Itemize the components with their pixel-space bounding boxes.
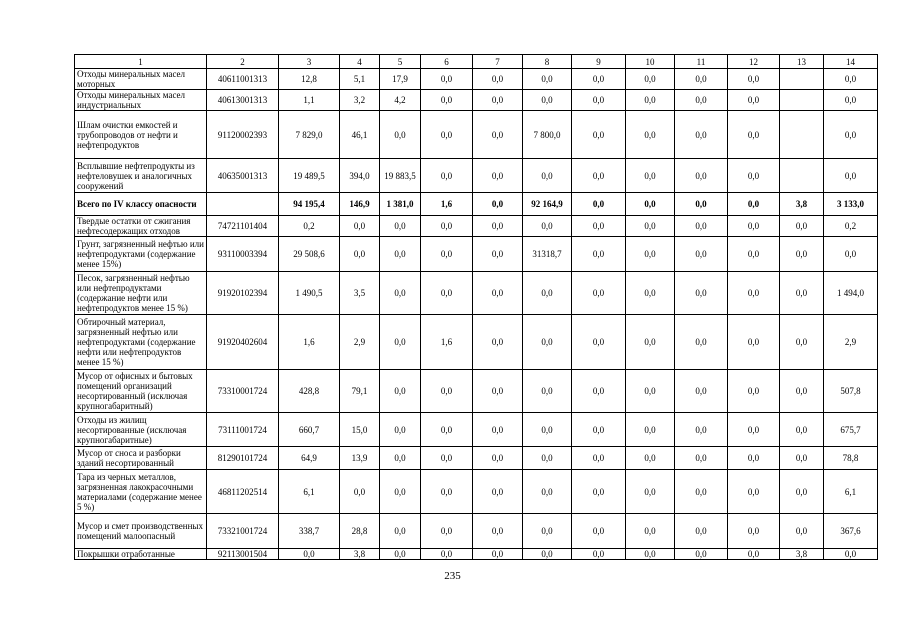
value-cell: 1 490,5 [279, 272, 340, 315]
value-cell: 0,0 [824, 549, 878, 560]
value-cell: 46,1 [340, 111, 380, 159]
value-cell: 3,5 [340, 272, 380, 315]
value-cell: 0,0 [728, 111, 780, 159]
value-cell: 1,6 [421, 193, 473, 216]
waste-code-cell: 92113001504 [207, 549, 279, 560]
value-cell: 0,0 [421, 216, 473, 237]
waste-name-cell: Всплывшие нефтепродукты из нефтеловушек и аналогичных сооружений [75, 159, 207, 193]
table-row [75, 447, 878, 470]
value-cell: 0,0 [523, 549, 572, 560]
waste-code-cell: 73310001724 [207, 370, 279, 413]
value-cell: 0,0 [523, 216, 572, 237]
value-cell: 0,0 [572, 69, 626, 90]
value-cell: 0,0 [523, 370, 572, 413]
value-cell: 64,9 [279, 447, 340, 470]
waste-name-cell: Шлам очистки емкостей и трубопроводов от нефти и нефтепродуктов [75, 111, 207, 159]
value-cell: 0,0 [572, 549, 626, 560]
value-cell: 0,0 [780, 315, 824, 370]
value-cell: 12,8 [279, 69, 340, 90]
value-cell: 660,7 [279, 413, 340, 447]
table-row [75, 159, 878, 193]
value-cell: 15,0 [340, 413, 380, 447]
value-cell: 0,0 [728, 216, 780, 237]
value-cell: 6,1 [824, 470, 878, 514]
value-cell: 0,0 [675, 413, 728, 447]
value-cell: 0,0 [626, 111, 675, 159]
waste-code-cell: 91920102394 [207, 272, 279, 315]
value-cell: 0,0 [473, 111, 523, 159]
waste-name-cell: Твердые остатки от сжигания нефтесодержащих отходов [75, 216, 207, 237]
total-row [75, 193, 878, 216]
value-cell: 7 829,0 [279, 111, 340, 159]
value-cell: 0,0 [421, 549, 473, 560]
value-cell: 0,0 [675, 90, 728, 111]
value-cell: 0,0 [780, 370, 824, 413]
value-cell: 0,0 [675, 315, 728, 370]
column-header: 1 [75, 55, 207, 69]
value-cell: 0,0 [421, 237, 473, 272]
column-header: 5 [380, 55, 421, 69]
value-cell [780, 159, 824, 193]
value-cell: 0,0 [626, 514, 675, 549]
value-cell: 0,0 [380, 272, 421, 315]
value-cell: 0,0 [728, 237, 780, 272]
waste-name-cell: Отходы минеральных масел моторных [75, 69, 207, 90]
value-cell: 675,7 [824, 413, 878, 447]
value-cell: 0,0 [626, 470, 675, 514]
value-cell: 0,0 [728, 413, 780, 447]
value-cell: 0,0 [380, 514, 421, 549]
value-cell: 3,8 [780, 193, 824, 216]
waste-code-cell: 73111001724 [207, 413, 279, 447]
value-cell: 0,0 [728, 159, 780, 193]
value-cell: 0,0 [473, 315, 523, 370]
value-cell: 0,0 [473, 447, 523, 470]
value-cell: 0,0 [728, 90, 780, 111]
value-cell: 0,0 [728, 315, 780, 370]
table-header-row [75, 55, 878, 69]
value-cell: 0,0 [340, 470, 380, 514]
value-cell: 0,0 [626, 549, 675, 560]
value-cell: 0,0 [380, 470, 421, 514]
waste-name-cell: Покрышки отработанные [75, 549, 207, 560]
column-header: 14 [824, 55, 878, 69]
column-header: 9 [572, 55, 626, 69]
waste-code-cell: 81290101724 [207, 447, 279, 470]
value-cell: 0,0 [728, 514, 780, 549]
value-cell: 0,0 [675, 193, 728, 216]
value-cell: 0,0 [473, 272, 523, 315]
table-row [75, 111, 878, 159]
value-cell: 0,0 [473, 237, 523, 272]
value-cell: 0,0 [572, 193, 626, 216]
value-cell: 13,9 [340, 447, 380, 470]
value-cell: 0,0 [380, 216, 421, 237]
value-cell: 0,0 [421, 514, 473, 549]
value-cell: 1,6 [279, 315, 340, 370]
value-cell: 0,0 [523, 413, 572, 447]
column-header: 2 [207, 55, 279, 69]
waste-code-cell: 73321001724 [207, 514, 279, 549]
waste-name-cell: Песок, загрязненный нефтью или нефтепродуктами (содержание нефти или нефтепродуктов менее 15 %) [75, 272, 207, 315]
page-number: 235 [444, 570, 461, 582]
value-cell: 3 133,0 [824, 193, 878, 216]
waste-name-cell: Грунт, загрязненный нефтью или нефтепродуктами (содержание менее 15%) [75, 237, 207, 272]
table-row [75, 413, 878, 447]
value-cell: 0,0 [473, 159, 523, 193]
value-cell: 146,9 [340, 193, 380, 216]
value-cell: 29 508,6 [279, 237, 340, 272]
value-cell: 6,1 [279, 470, 340, 514]
waste-name-cell: Мусор от сноса и разборки зданий несортированный [75, 447, 207, 470]
value-cell: 507,8 [824, 370, 878, 413]
value-cell: 0,0 [473, 413, 523, 447]
waste-name-cell: Отходы из жилищ несортированные (исключая крупногабаритные) [75, 413, 207, 447]
value-cell: 0,0 [824, 90, 878, 111]
value-cell: 0,0 [675, 549, 728, 560]
waste-code-cell: 46811202514 [207, 470, 279, 514]
value-cell: 0,0 [421, 370, 473, 413]
value-cell: 31318,7 [523, 237, 572, 272]
value-cell: 0,0 [572, 370, 626, 413]
value-cell: 0,0 [824, 159, 878, 193]
value-cell: 0,0 [572, 90, 626, 111]
column-header: 12 [728, 55, 780, 69]
value-cell: 0,0 [523, 470, 572, 514]
value-cell: 0,0 [780, 447, 824, 470]
value-cell: 0,0 [675, 514, 728, 549]
waste-code-cell: 40635001313 [207, 159, 279, 193]
value-cell: 0,0 [421, 90, 473, 111]
value-cell: 0,0 [675, 470, 728, 514]
value-cell: 0,0 [572, 514, 626, 549]
table-row [75, 69, 878, 90]
waste-code-cell: 74721101404 [207, 216, 279, 237]
value-cell: 0,0 [572, 413, 626, 447]
column-header: 6 [421, 55, 473, 69]
table-row [75, 470, 878, 514]
value-cell: 0,0 [523, 447, 572, 470]
value-cell: 0,0 [728, 549, 780, 560]
value-cell: 0,0 [675, 216, 728, 237]
value-cell: 0,0 [824, 237, 878, 272]
value-cell: 19 883,5 [380, 159, 421, 193]
table-row [75, 90, 878, 111]
table-row [75, 272, 878, 315]
waste-code-cell: 40611001313 [207, 69, 279, 90]
value-cell: 428,8 [279, 370, 340, 413]
value-cell: 28,8 [340, 514, 380, 549]
value-cell: 3,8 [340, 549, 380, 560]
value-cell: 0,0 [675, 447, 728, 470]
value-cell: 0,0 [421, 447, 473, 470]
value-cell: 0,0 [572, 272, 626, 315]
waste-name-cell: Тара из черных металлов, загрязненная лакокрасочными материалами (содержание менее 5 %) [75, 470, 207, 514]
value-cell: 0,0 [473, 549, 523, 560]
waste-code-cell: 40613001313 [207, 90, 279, 111]
waste-name-cell: Отходы минеральных масел индустриальных [75, 90, 207, 111]
value-cell: 0,0 [780, 514, 824, 549]
value-cell: 1 494,0 [824, 272, 878, 315]
value-cell: 0,0 [626, 272, 675, 315]
value-cell: 0,0 [421, 159, 473, 193]
column-header: 7 [473, 55, 523, 69]
value-cell: 0,0 [421, 69, 473, 90]
value-cell: 367,6 [824, 514, 878, 549]
value-cell: 3,2 [340, 90, 380, 111]
value-cell: 0,0 [572, 447, 626, 470]
value-cell: 0,0 [473, 69, 523, 90]
value-cell: 0,0 [523, 69, 572, 90]
value-cell: 0,0 [473, 90, 523, 111]
value-cell: 92 164,9 [523, 193, 572, 216]
value-cell: 0,0 [421, 413, 473, 447]
value-cell: 0,0 [675, 111, 728, 159]
column-header: 10 [626, 55, 675, 69]
value-cell: 0,0 [523, 159, 572, 193]
table-row [75, 315, 878, 370]
value-cell: 5,1 [340, 69, 380, 90]
value-cell: 17,9 [380, 69, 421, 90]
value-cell: 0,0 [473, 216, 523, 237]
value-cell: 0,0 [572, 111, 626, 159]
value-cell: 0,0 [626, 447, 675, 470]
value-cell: 0,0 [728, 470, 780, 514]
value-cell: 0,0 [675, 159, 728, 193]
value-cell: 78,8 [824, 447, 878, 470]
value-cell: 1 381,0 [380, 193, 421, 216]
value-cell: 0,0 [380, 447, 421, 470]
value-cell: 0,0 [380, 237, 421, 272]
value-cell: 0,0 [572, 237, 626, 272]
value-cell: 0,0 [824, 111, 878, 159]
value-cell: 0,0 [780, 237, 824, 272]
value-cell: 0,0 [675, 272, 728, 315]
column-header: 11 [675, 55, 728, 69]
value-cell [780, 90, 824, 111]
value-cell: 0,0 [380, 549, 421, 560]
value-cell: 2,9 [824, 315, 878, 370]
waste-code-cell: 93110003394 [207, 237, 279, 272]
value-cell: 0,0 [728, 69, 780, 90]
column-header: 3 [279, 55, 340, 69]
value-cell: 4,2 [380, 90, 421, 111]
value-cell: 0,0 [380, 370, 421, 413]
value-cell: 1,6 [421, 315, 473, 370]
value-cell: 0,0 [523, 315, 572, 370]
value-cell: 0,0 [380, 111, 421, 159]
value-cell: 0,0 [626, 237, 675, 272]
value-cell: 3,8 [780, 549, 824, 560]
waste-code-cell [207, 193, 279, 216]
column-header: 8 [523, 55, 572, 69]
value-cell: 0,0 [421, 111, 473, 159]
value-cell: 0,0 [675, 69, 728, 90]
value-cell: 0,0 [626, 159, 675, 193]
value-cell: 0,0 [473, 370, 523, 413]
value-cell: 0,0 [675, 237, 728, 272]
value-cell: 0,2 [824, 216, 878, 237]
column-header: 13 [780, 55, 824, 69]
value-cell: 0,0 [728, 447, 780, 470]
waste-name-cell: Всего по IV классу опасности [75, 193, 207, 216]
table-row [75, 216, 878, 237]
value-cell: 0,0 [780, 216, 824, 237]
value-cell: 0,0 [626, 193, 675, 216]
value-cell: 0,0 [473, 470, 523, 514]
value-cell: 0,0 [473, 514, 523, 549]
value-cell: 0,0 [626, 370, 675, 413]
value-cell: 0,0 [380, 315, 421, 370]
value-cell: 0,0 [780, 413, 824, 447]
value-cell: 0,0 [279, 549, 340, 560]
value-cell: 0,0 [523, 90, 572, 111]
value-cell: 0,0 [626, 413, 675, 447]
value-cell: 94 195,4 [279, 193, 340, 216]
value-cell: 0,0 [572, 470, 626, 514]
value-cell: 394,0 [340, 159, 380, 193]
table-body [75, 55, 878, 560]
value-cell: 0,0 [780, 470, 824, 514]
column-header: 4 [340, 55, 380, 69]
waste-name-cell: Мусор от офисных и бытовых помещений организаций несортированный (исключая крупногабаритный) [75, 370, 207, 413]
value-cell [780, 69, 824, 90]
value-cell: 2,9 [340, 315, 380, 370]
value-cell: 79,1 [340, 370, 380, 413]
value-cell: 0,2 [279, 216, 340, 237]
value-cell: 7 800,0 [523, 111, 572, 159]
value-cell: 0,0 [780, 272, 824, 315]
value-cell: 0,0 [473, 193, 523, 216]
waste-table [74, 54, 878, 560]
value-cell: 0,0 [421, 272, 473, 315]
value-cell: 0,0 [340, 237, 380, 272]
value-cell: 0,0 [675, 370, 728, 413]
waste-code-cell: 91120002393 [207, 111, 279, 159]
value-cell: 0,0 [626, 216, 675, 237]
value-cell: 0,0 [824, 69, 878, 90]
value-cell: 1,1 [279, 90, 340, 111]
value-cell: 0,0 [380, 413, 421, 447]
value-cell: 0,0 [340, 216, 380, 237]
waste-code-cell: 91920402604 [207, 315, 279, 370]
value-cell: 0,0 [572, 315, 626, 370]
value-cell: 0,0 [728, 193, 780, 216]
value-cell: 0,0 [626, 315, 675, 370]
value-cell [780, 111, 824, 159]
table-row [75, 549, 878, 560]
value-cell: 0,0 [572, 159, 626, 193]
table-row [75, 237, 878, 272]
value-cell: 0,0 [572, 216, 626, 237]
table-row [75, 514, 878, 549]
value-cell: 19 489,5 [279, 159, 340, 193]
value-cell: 0,0 [421, 470, 473, 514]
value-cell: 0,0 [728, 370, 780, 413]
value-cell: 0,0 [626, 69, 675, 90]
waste-name-cell: Обтирочный материал, загрязненный нефтью или нефтепродуктами (содержание нефти или нефтепродуктов менее 15 %) [75, 315, 207, 370]
value-cell: 0,0 [523, 514, 572, 549]
value-cell: 0,0 [728, 272, 780, 315]
waste-name-cell: Мусор и смет производственных помещений малоопасный [75, 514, 207, 549]
value-cell: 338,7 [279, 514, 340, 549]
value-cell: 0,0 [626, 90, 675, 111]
table-row [75, 370, 878, 413]
value-cell: 0,0 [523, 272, 572, 315]
